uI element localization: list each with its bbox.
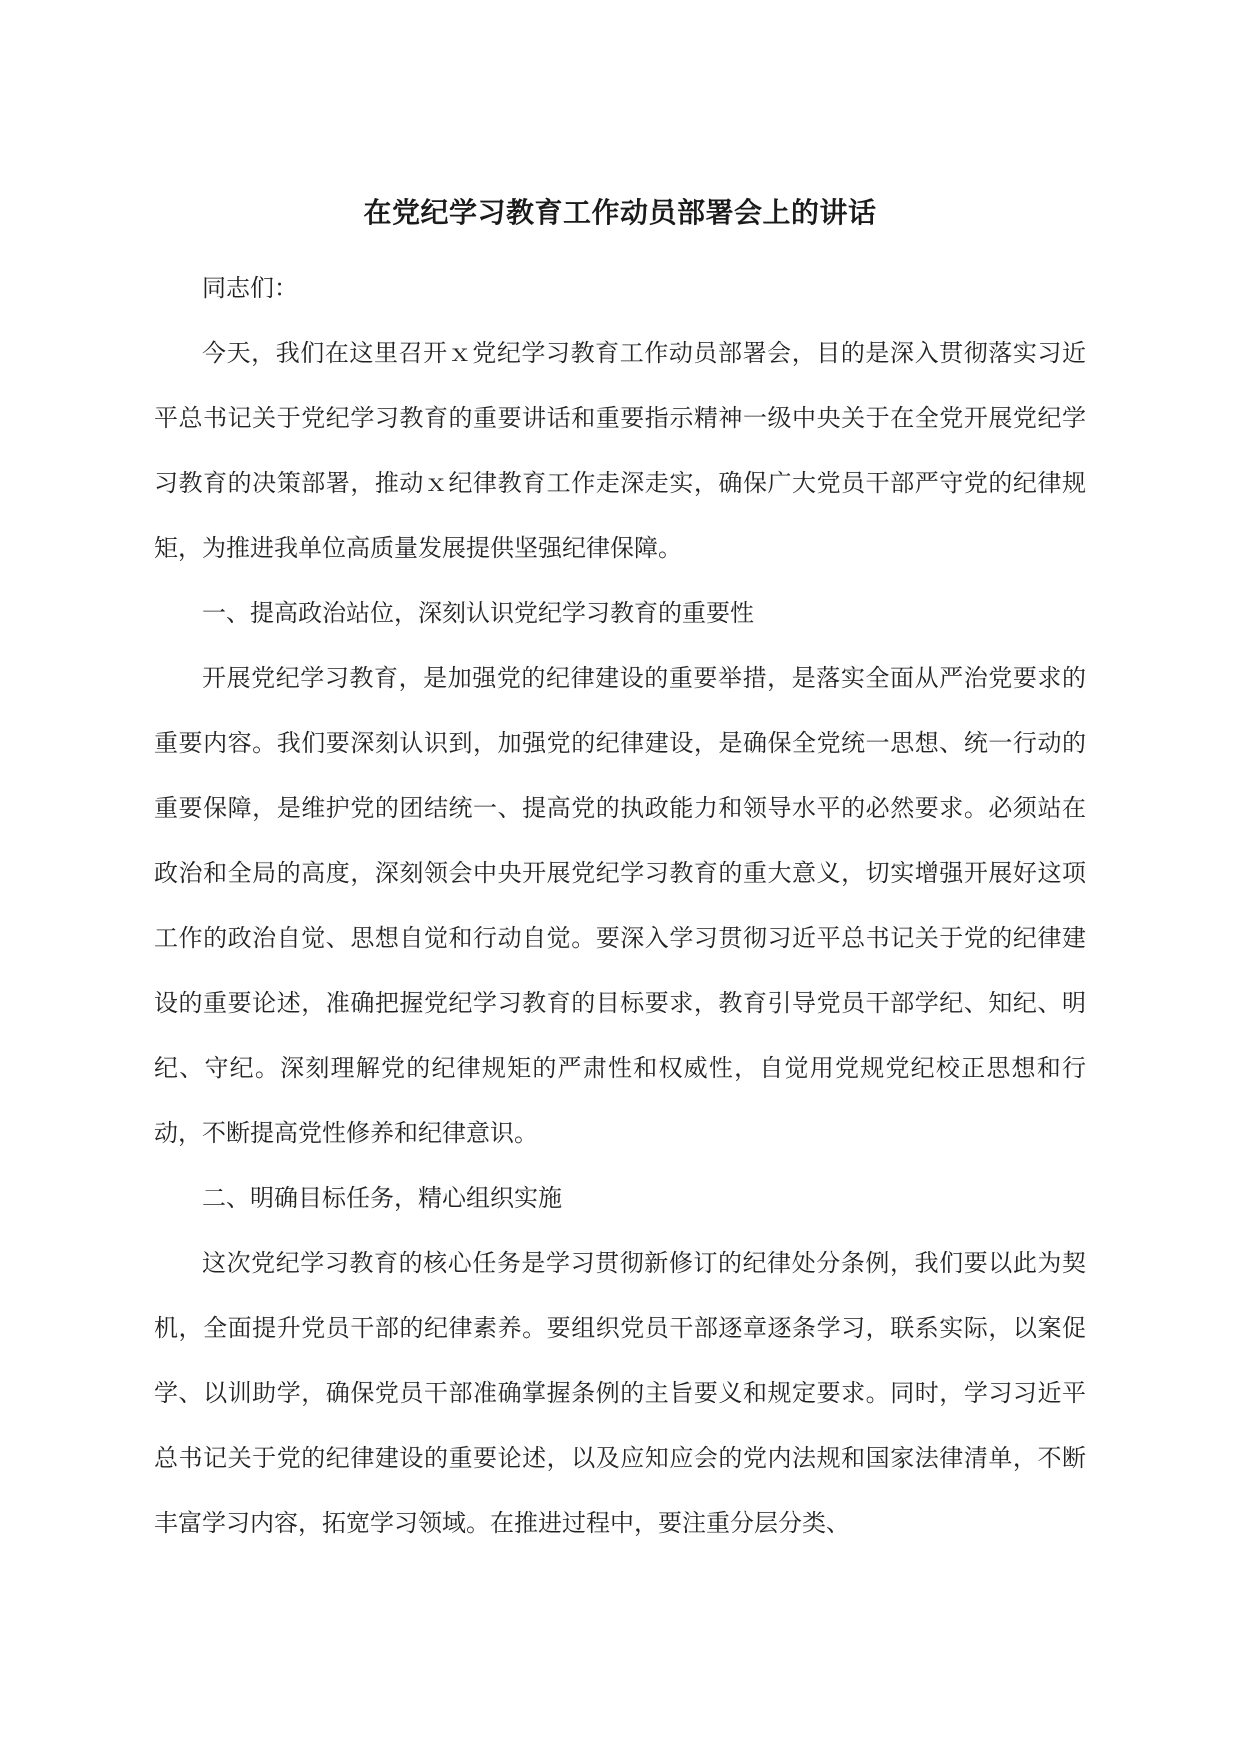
section-1-heading: 一、提高政治站位，深刻认识党纪学习教育的重要性	[202, 599, 754, 627]
section-1-paragraph: 开展党纪学习教育，是加强党的纪律建设的重要举措，是落实全面从严治党要求的重要内容。我们要深刻认识到，加强党的纪律建设，是确保全党统一思想、统一行动的重要保障，是维护党的团结统一、提高党的执政能力和领导水平的必然要求。必须站在政治和全局的高度，深刻领会中央开展党纪学习教育的重大意义，切实增强开展好这项工作的政治自觉、思想自觉和行动自觉。要深入学习贯彻习近平总书记关于党的纪律建设的重要论述，准确把握党纪学习教育的目标要求，教育引导党员干部学纪、知纪、明纪、守纪。深刻理解党的纪律规矩的严肃性和权威性，自觉用党规党纪校正思想和行动，不断提高党性修养和纪律意识。	[154, 664, 1086, 1147]
section-2-paragraph: 这次党纪学习教育的核心任务是学习贯彻新修订的纪律处分条例，我们要以此为契机，全面提升党员干部的纪律素养。要组织党员干部逐章逐条学习，联系实际，以案促学、以训助学，确保党员干部准确掌握条例的主旨要义和规定要求。同时，学习习近平总书记关于党的纪律建设的重要论述，以及应知应会的党内法规和国家法律清单，不断丰富学习内容，拓宽学习领域。在推进过程中，要注重分层分类、	[154, 1249, 1086, 1537]
document-title: 在党纪学习教育工作动员部署会上的讲话	[363, 196, 877, 229]
section-2-heading: 二、明确目标任务，精心组织实施	[202, 1184, 562, 1212]
document-body	[154, 256, 1086, 1556]
intro-paragraph: 今天，我们在这里召开ｘ党纪学习教育工作动员部署会，目的是深入贯彻落实习近平总书记关于党纪学习教育的重要讲话和重要指示精神一级中央关于在全党开展党纪学习教育的决策部署，推动ｘ纪律教育工作走深走实，确保广大党员干部严守党的纪律规矩，为推进我单位高质量发展提供坚强纪律保障。	[154, 339, 1086, 562]
salutation: 同志们：	[202, 274, 298, 302]
